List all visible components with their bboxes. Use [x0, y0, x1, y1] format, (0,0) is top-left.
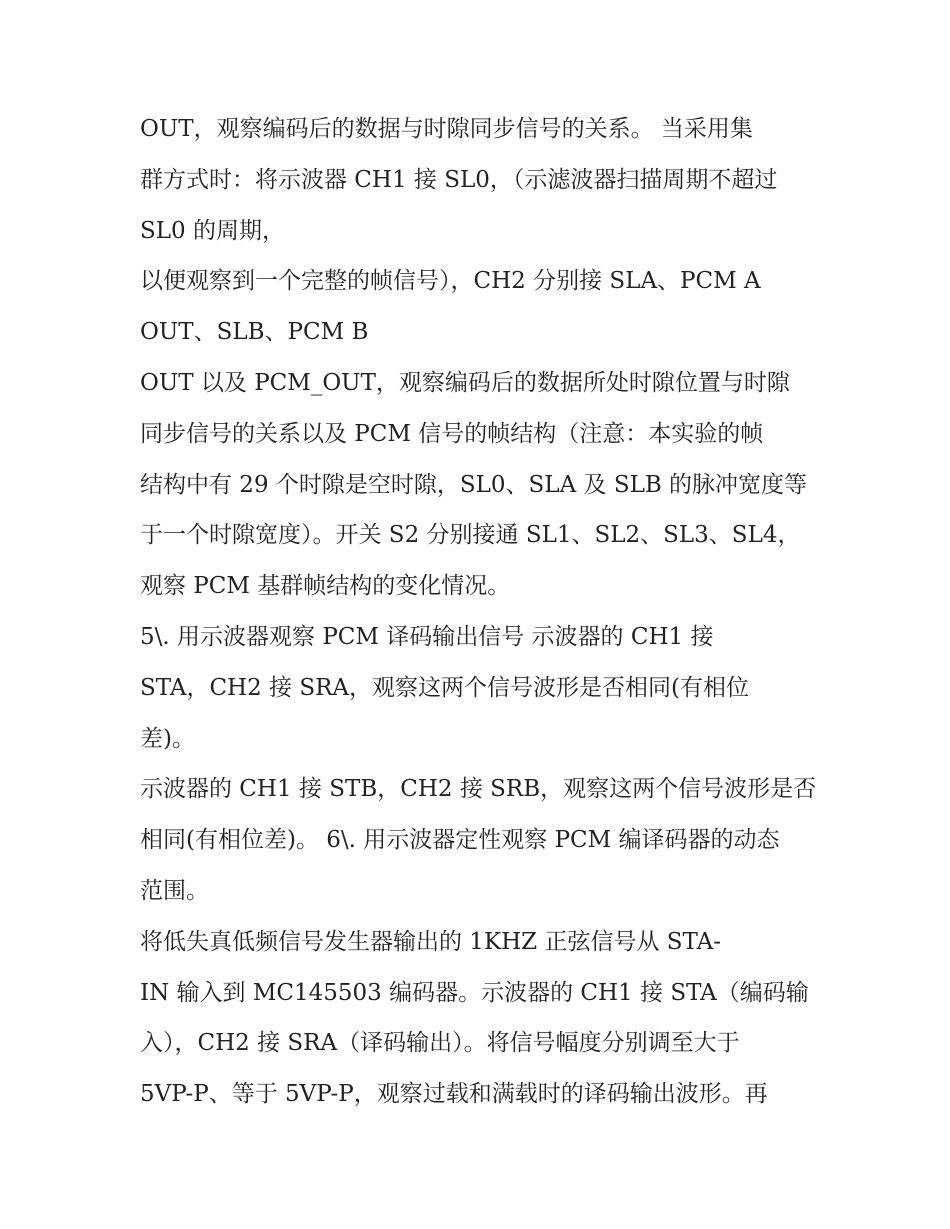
document-body — [140, 104, 840, 1120]
text-line: 结构中有 29 个时隙是空时隙，SL0、SLA 及 SLB 的脉冲宽度等 — [140, 471, 808, 498]
text-line: 入），CH2 接 SRA（译码输出）。将信号幅度分别调至大于 — [140, 1030, 740, 1057]
text-line: STA，CH2 接 SRA，观察这两个信号波形是否相同(有相位 — [140, 674, 750, 701]
text-line: SL0 的周期， — [140, 217, 285, 244]
text-line: 差)。 — [140, 725, 195, 752]
text-line: 观察 PCM 基群帧结构的变化情况。 — [140, 573, 511, 600]
text-line: 范围。 — [140, 877, 209, 904]
text-line: OUT 以及 PCM_OUT，观察编码后的数据所处时隙位置与时隙 — [140, 369, 790, 396]
text-line: 于一个时隙宽度）。开关 S2 分别接通 SL1、SL2、SL3、SL4， — [140, 522, 801, 549]
text-line: IN 输入到 MC145503 编码器。示波器的 CH1 接 STA（编码输 — [140, 979, 809, 1006]
text-line: OUT，观察编码后的数据与时隙同步信号的关系。 当采用集 — [140, 116, 753, 142]
text-line: 群方式时：将示波器 CH1 接 SL0，（示滤波器扫描周期不超过 — [140, 166, 778, 193]
text-line: 5VP-P、等于 5VP-P，观察过载和满载时的译码输出波形。再 — [140, 1081, 768, 1108]
text-line: 将低失真低频信号发生器输出的 1KHZ 正弦信号从 STA- — [140, 928, 722, 955]
text-line: 5\. 用示波器观察 PCM 译码输出信号 示波器的 CH1 接 — [140, 623, 714, 650]
text-line: 示波器的 CH1 接 STB，CH2 接 SRB，观察这两个信号波形是否 — [140, 776, 817, 803]
text-line: 同步信号的关系以及 PCM 信号的帧结构（注意：本实验的帧 — [140, 420, 764, 447]
text-line: OUT、SLB、PCM B — [140, 319, 369, 346]
text-line: 相同(有相位差)。 6\. 用示波器定性观察 PCM 编译码器的动态 — [140, 827, 780, 854]
text-line: 以便观察到一个完整的帧信号），CH2 分别接 SLA、PCM A — [140, 268, 761, 295]
